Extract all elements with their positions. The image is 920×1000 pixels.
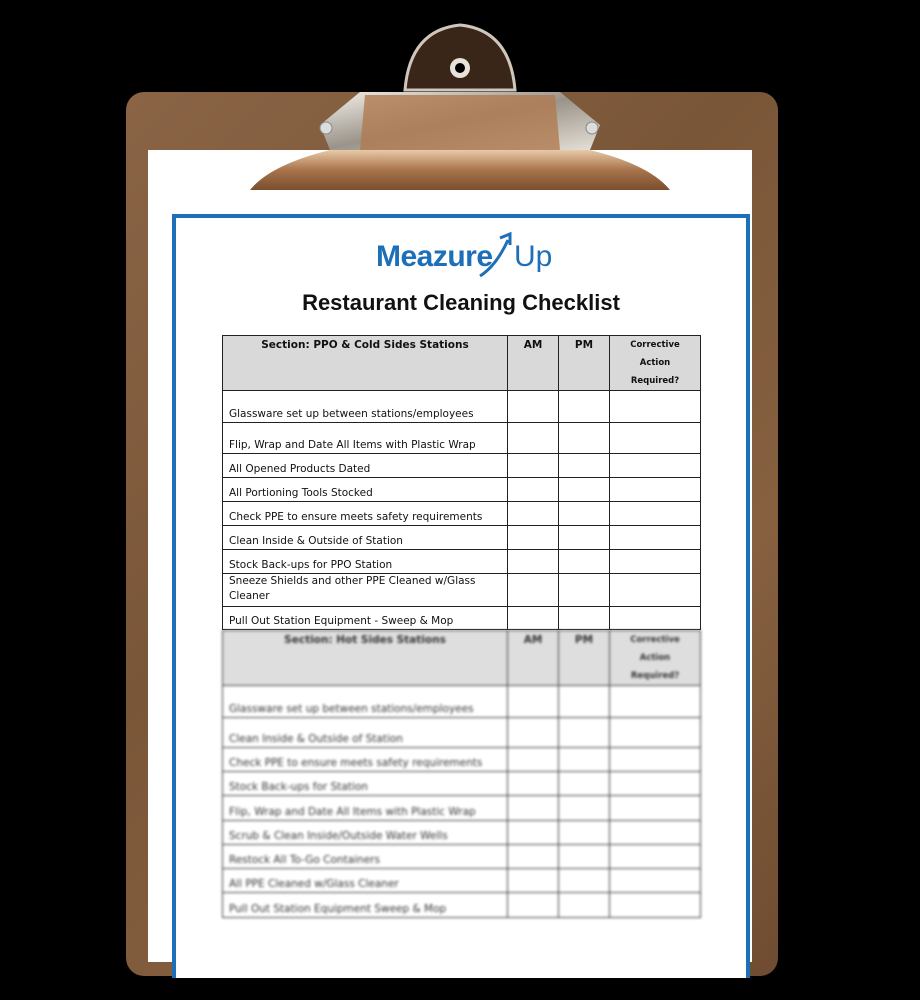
am-checkbox[interactable] [508,550,559,574]
corrective-action-cell[interactable] [610,391,701,423]
table-row: Stock Back-ups for Station [223,772,701,796]
table-row: Sneeze Shields and other PPE Cleaned w/Glass Cleaner [223,574,701,607]
pm-checkbox[interactable] [559,869,610,893]
table-row: Check PPE to ensure meets safety requirements [223,502,701,526]
table-row: Pull Out Station Equipment - Sweep & Mop [223,607,701,630]
corrective-action-cell[interactable] [610,845,701,869]
arrow-up-right-icon [476,230,516,280]
am-column-header: AM [508,336,559,391]
section-header: Section: PPO & Cold Sides Stations [223,336,508,391]
table-row: All Opened Products Dated [223,454,701,478]
table-row: Glassware set up between stations/employees [223,686,701,718]
logo-light-text: Up [514,240,553,273]
am-checkbox[interactable] [508,423,559,454]
checklist-table-ppo-cold [222,335,701,630]
pm-checkbox[interactable] [559,893,610,918]
table-row: Check PPE to ensure meets safety requirements [223,748,701,772]
table-row: Clean Inside & Outside of Station [223,718,701,748]
logo-bold-text: Meazure [376,240,493,273]
corrective-action-header: Corrective Action Required? [610,336,701,391]
corrective-action-cell[interactable] [610,893,701,918]
pm-checkbox[interactable] [559,526,610,550]
corrective-action-cell[interactable] [610,454,701,478]
pm-checkbox[interactable] [559,821,610,845]
table-row: Stock Back-ups for PPO Station [223,550,701,574]
corrective-action-cell[interactable] [610,526,701,550]
table-row: Flip, Wrap and Date All Items with Plastic Wrap [223,423,701,454]
table-row: All PPE Cleaned w/Glass Cleaner [223,869,701,893]
pm-checkbox[interactable] [559,845,610,869]
am-checkbox[interactable] [508,526,559,550]
table-row: Glassware set up between stations/employees [223,391,701,423]
corrective-action-cell[interactable] [610,574,701,607]
am-column-header: AM [508,631,559,686]
pm-checkbox[interactable] [559,748,610,772]
pm-checkbox[interactable] [559,454,610,478]
corrective-action-cell[interactable] [610,869,701,893]
am-checkbox[interactable] [508,454,559,478]
clipboard-clip-icon [0,0,920,220]
pm-checkbox[interactable] [559,796,610,821]
corrective-action-cell[interactable] [610,772,701,796]
corrective-action-header: Corrective Action Required? [610,631,701,686]
am-checkbox[interactable] [508,686,559,718]
am-checkbox[interactable] [508,845,559,869]
table-row: Clean Inside & Outside of Station [223,526,701,550]
pm-checkbox[interactable] [559,502,610,526]
am-checkbox[interactable] [508,893,559,918]
meazureup-logo [376,230,566,280]
table-row: Pull Out Station Equipment Sweep & Mop [223,893,701,918]
pm-column-header: PM [559,336,610,391]
pm-checkbox[interactable] [559,478,610,502]
pm-checkbox[interactable] [559,423,610,454]
checklist-table-hot-sides [222,630,701,918]
am-checkbox[interactable] [508,502,559,526]
corrective-action-cell[interactable] [610,502,701,526]
pm-checkbox[interactable] [559,391,610,423]
pm-checkbox[interactable] [559,718,610,748]
pm-checkbox[interactable] [559,607,610,630]
am-checkbox[interactable] [508,796,559,821]
corrective-action-cell[interactable] [610,796,701,821]
table-row: Flip, Wrap and Date All Items with Plastic Wrap [223,796,701,821]
corrective-action-cell[interactable] [610,607,701,630]
pm-checkbox[interactable] [559,686,610,718]
am-checkbox[interactable] [508,748,559,772]
am-checkbox[interactable] [508,391,559,423]
page-title: Restaurant Cleaning Checklist [302,290,620,315]
am-checkbox[interactable] [508,821,559,845]
pm-column-header: PM [559,631,610,686]
am-checkbox[interactable] [508,607,559,630]
am-checkbox[interactable] [508,478,559,502]
am-checkbox[interactable] [508,718,559,748]
corrective-action-cell[interactable] [610,550,701,574]
section-header: Section: Hot Sides Stations [223,631,508,686]
corrective-action-cell[interactable] [610,821,701,845]
am-checkbox[interactable] [508,772,559,796]
am-checkbox[interactable] [508,869,559,893]
pm-checkbox[interactable] [559,772,610,796]
table-row: Restock All To-Go Containers [223,845,701,869]
corrective-action-cell[interactable] [610,686,701,718]
pm-checkbox[interactable] [559,550,610,574]
table-row: Scrub & Clean Inside/Outside Water Wells [223,821,701,845]
corrective-action-cell[interactable] [610,423,701,454]
corrective-action-cell[interactable] [610,718,701,748]
corrective-action-cell[interactable] [610,748,701,772]
table-row: All Portioning Tools Stocked [223,478,701,502]
corrective-action-cell[interactable] [610,478,701,502]
am-checkbox[interactable] [508,574,559,607]
pm-checkbox[interactable] [559,574,610,607]
